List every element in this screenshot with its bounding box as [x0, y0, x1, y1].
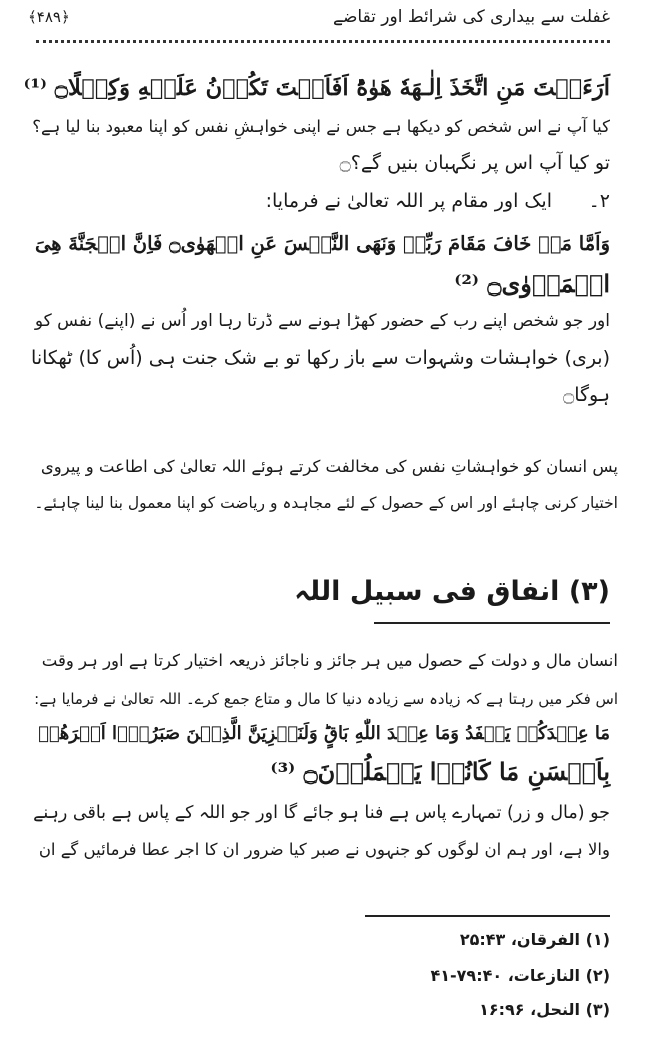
quran-verse-2-line-1: وَاَمَّا مَنۡ خَافَ مَقَامَ رَبِّهٖ وَنَهَى النَّفۡسَ عَنِ الۡهَوٰى۝ فَاِنَّ الۡجَنَّةَ هِىَ [34, 232, 610, 255]
footnote-divider [365, 915, 610, 917]
list-item-2-label: ایک اور مقام پر اللہ تعالیٰ نے فرمایا: [265, 190, 552, 212]
quran-verse-2-line-2: الۡمَاۡوٰى۝ ⁽²⁾ [454, 269, 610, 298]
paragraph-2-line-1: انسان مال و دولت کے حصول میں ہر جائز و ناجائز ذریعہ اختیار کرتا ہے اور ہر وقت [41, 651, 618, 670]
list-item-2-number: ۲۔ [588, 190, 610, 212]
quran-verse-1: اَرَءَیۡتَ مَنِ اتَّخَذَ اِلٰـهَهٗ هَوٰهُؕ اَفَاَنۡتَ تَكُوۡنُ عَلَيۡهِ وَكِيۡلًا۝ ⁽¹⁾ [23, 75, 610, 101]
footnote-3: (۳) النحل، ۱۶:۹۶ [479, 1000, 610, 1019]
translation-3-line-2: والا ہے، اور ہم ان لوگوں کو جنہوں نے صبر کیا ضرور ان کا اجر عطا فرمائیں گے ان [38, 840, 610, 859]
translation-3-line-1: جو (مال و زر) تمہارے پاس ہے فنا ہو جائے گا اور جو اللہ کے پاس ہے باقی رہنے [33, 803, 610, 823]
section-heading-underline [374, 622, 610, 624]
list-item-2-text [266, 186, 610, 216]
translation-2-line-1: اور جو شخص اپنے رب کے حضور کھڑا ہونے سے ڈرتا رہا اور اُس نے (اپنے) نفس کو [34, 311, 610, 331]
quran-verse-3-line-2: بِاَحۡسَنِ مَا كَانُوۡا يَعۡمَلُوۡنَ۝ ⁽³⁾ [270, 757, 610, 786]
footnote-1: (۱) الفرقان، ۲۵:۴۳ [459, 930, 610, 949]
paragraph-1-line-1: پس انسان کو خواہشاتِ نفس کی مخالفت کرتے ہوئے اللہ تعالیٰ کی اطاعت و پیروی [40, 457, 618, 476]
paragraph-2-line-2: اس فکر میں رہتا ہے کہ زیادہ سے زیادہ دنیا کا مال و متاع جمع کرے۔ اللہ تعالیٰ نے فرمایا ہے: [34, 690, 618, 708]
section-heading: (۳) انفاق فی سبیل اللہ [294, 576, 610, 607]
translation-1-line-2: تو کیا آپ اس پر نگہبان بنیں گے؟۝ [339, 152, 610, 174]
header-dotted-divider [36, 40, 610, 43]
quran-verse-3-line-1: مَا عِنۡدَكُمۡ يَنۡفَدُ وَمَا عِنۡدَ اللّٰهِ بَاقٍؕ وَلَنَجۡزِيَنَّ الَّذِيۡنَ صَبَرُوۡۤا اَجۡرَهُمۡ [38, 723, 610, 744]
footnote-2: (۲) النازعات، ۷۹:۴۰-۴۱ [430, 966, 610, 985]
translation-2-line-2: (بری) خواہشات وشہوات سے باز رکھا تو بے شک جنت ہی (اُس کا) ٹھکانا [31, 347, 610, 369]
translation-1-line-1: کیا آپ نے اس شخص کو دیکھا ہے جس نے اپنی خواہشِ نفس کو اپنا معبود بنا لیا ہے؟ [32, 117, 610, 136]
page-number: ﴿۴۸۹﴾ [28, 8, 70, 26]
running-header-title: غفلت سے بیداری کی شرائط اور تقاضے [333, 7, 610, 27]
translation-2-line-3: ہوگا۝ [563, 384, 610, 406]
paragraph-1-line-2: اختیار کرنی چاہئے اور اس کے حصول کے لئے مجاہدہ و ریاضت کو اپنا معمول بنا لینا چاہئے۔ [34, 494, 618, 512]
